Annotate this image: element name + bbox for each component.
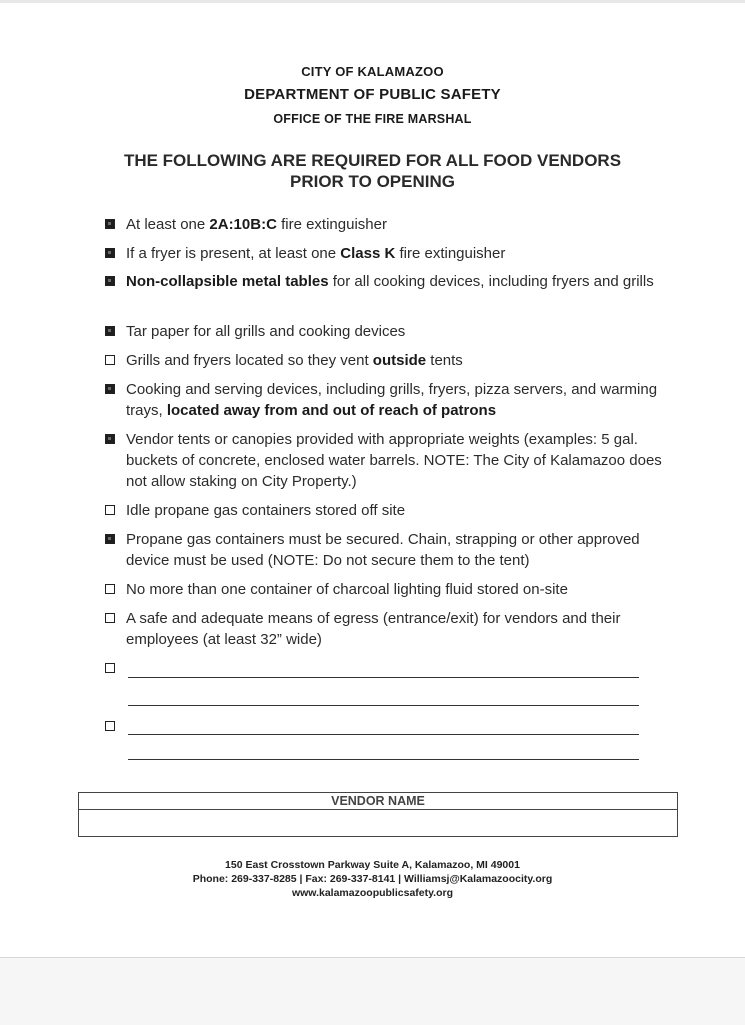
checklist-item-text <box>126 608 686 650</box>
checkbox[interactable] <box>105 326 115 336</box>
blank-entry-line[interactable] <box>128 705 639 706</box>
checkbox[interactable] <box>105 248 115 258</box>
checkbox[interactable] <box>105 663 115 673</box>
checklist-item-text <box>126 271 686 292</box>
text-segment: tents <box>426 352 463 369</box>
checklist-item-text <box>126 243 686 264</box>
blank-entry-line[interactable] <box>128 677 639 678</box>
office-heading: OFFICE OF THE FIRE MARSHAL <box>273 112 472 126</box>
scan-edge-bottom <box>0 957 745 1025</box>
text-segment: fire extinguisher <box>395 245 506 262</box>
text-segment: Cooking and serving devices, including grills, fryers, pizza servers, and warming trays, <box>126 381 658 419</box>
emphasis-text: Class K <box>340 245 396 262</box>
checklist-item-text <box>126 579 686 600</box>
checklist-item-text <box>126 350 686 371</box>
scan-edge-top <box>0 0 745 3</box>
title-line-1: THE FOLLOWING ARE REQUIRED FOR ALL FOOD VENDORS <box>123 151 622 170</box>
checkbox[interactable] <box>105 613 115 623</box>
footer-address: 150 East Crosstown Parkway Suite A, Kalamazoo, MI 49001 <box>225 859 520 871</box>
checklist-item-text <box>126 321 686 342</box>
text-segment: A safe and adequate means of egress (entrance/exit) for vendors and their employees (at least 32” wide) <box>126 610 621 648</box>
checkbox[interactable] <box>105 384 115 394</box>
emphasis-text: outside <box>372 352 427 369</box>
checklist-item-text <box>126 429 686 492</box>
checkbox[interactable] <box>105 534 115 544</box>
checklist-item-text <box>126 214 686 235</box>
vendor-name-label: VENDOR NAME <box>79 793 677 810</box>
document-title <box>0 150 745 192</box>
checkbox[interactable] <box>105 276 115 286</box>
checkbox[interactable] <box>105 584 115 594</box>
checkbox[interactable] <box>105 434 115 444</box>
checklist-item-text <box>126 529 686 571</box>
checkbox[interactable] <box>105 219 115 229</box>
text-segment: fire extinguisher <box>276 216 387 233</box>
text-segment: Propane gas containers must be secured. Chain, strapping or other approved device must be used (NOTE: Do not secure them to the tent) <box>126 531 640 569</box>
checklist-item-text <box>126 500 686 521</box>
text-segment: Grills and fryers located so they vent <box>126 352 373 369</box>
checkbox[interactable] <box>105 355 115 365</box>
emphasis-text: Non-collapsible metal tables <box>126 273 329 290</box>
blank-entry-line[interactable] <box>128 759 639 760</box>
title-line-2: PRIOR TO OPENING <box>290 172 455 191</box>
vendor-name-box[interactable] <box>78 792 678 837</box>
text-segment: Idle propane gas containers stored off site <box>126 502 406 519</box>
text-segment: No more than one container of charcoal lighting fluid stored on-site <box>126 581 568 598</box>
checkbox[interactable] <box>105 721 115 731</box>
checklist-item-text <box>126 379 686 421</box>
emphasis-text: 2A:10B:C <box>209 216 277 233</box>
department-heading: DEPARTMENT OF PUBLIC SAFETY <box>244 86 501 103</box>
text-segment: Vendor tents or canopies provided with appropriate weights (examples: 5 gal. buckets of concrete, enclosed water barrels. NOTE: The City of Kalamazoo does not allow staking on City Property.) <box>126 431 662 490</box>
text-segment: At least one <box>126 216 210 233</box>
text-segment: for all cooking devices, including fryers and grills <box>328 273 654 290</box>
text-segment: If a fryer is present, at least one <box>126 245 341 262</box>
footer-contact: Phone: 269-337-8285 | Fax: 269-337-8141 | Williamsj@Kalamazoocity.org <box>192 873 553 885</box>
city-heading: CITY OF KALAMAZOO <box>301 64 444 79</box>
checkbox[interactable] <box>105 505 115 515</box>
text-segment: Tar paper for all grills and cooking devices <box>126 323 406 340</box>
footer-website: www.kalamazoopublicsafety.org <box>291 887 454 899</box>
blank-entry-line[interactable] <box>128 734 639 735</box>
emphasis-text: located away from and out of reach of patrons <box>166 402 497 419</box>
